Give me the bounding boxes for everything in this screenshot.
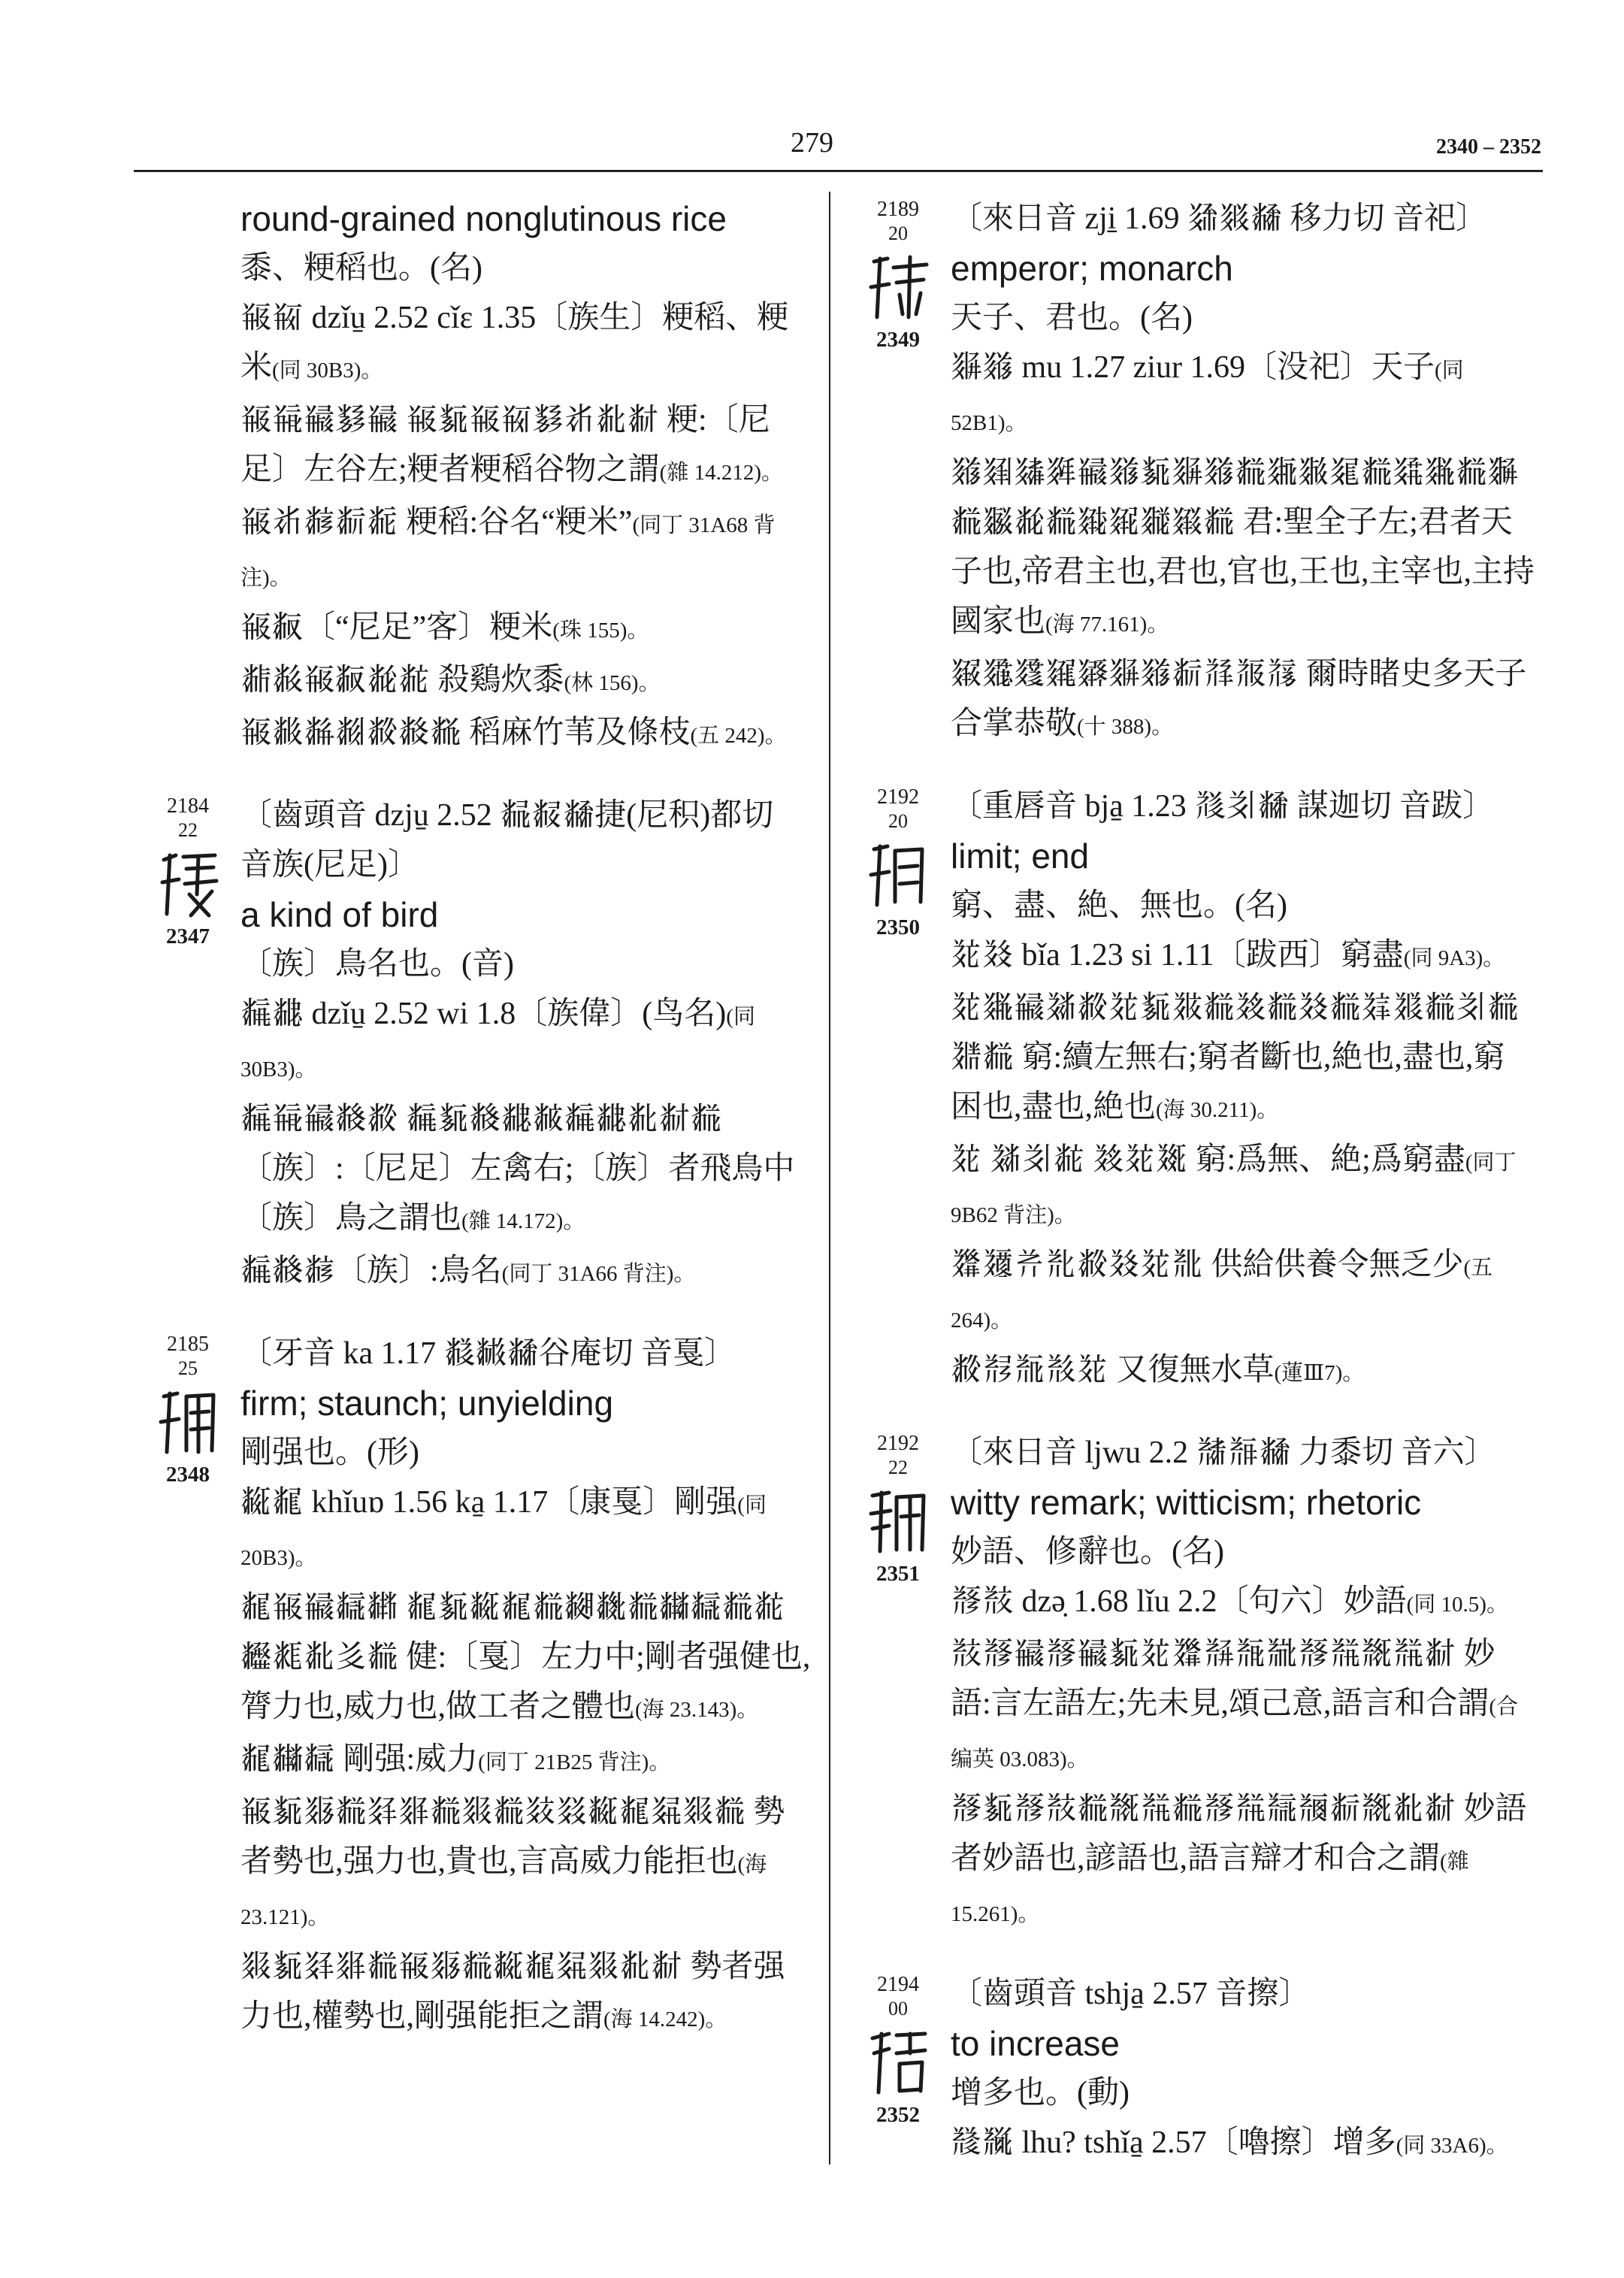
- entry-head: 〔重唇音 bja̠ 1.23 𘃌𘃍𘂙 謀迦切 音跋〕: [951, 789, 1495, 824]
- entry-gutter: [860, 197, 936, 353]
- entry-line: [240, 989, 812, 1094]
- entry-line: [951, 1345, 1535, 1398]
- line-note: (同丁 9B62 背注)。: [951, 1151, 1517, 1227]
- entry-definition: 剛强也。(形): [240, 1435, 419, 1470]
- line-text: 𘂀𘂂𘂃𘂄𘂃 𘂀𘂅𘂀𘂁𘂄𘂆𘂇𘂈 粳:〔尼足〕左谷左;粳者粳稻谷物之謂: [240, 403, 770, 487]
- entry-id: 2194: [877, 1973, 919, 1996]
- line-note: (同 30B3)。: [272, 358, 383, 383]
- entry-definition: 天子、君也。(名): [951, 301, 1193, 335]
- entry-range: 2340 – 2352: [1436, 135, 1541, 159]
- line-text: 𘂀𘂅𘂫𘂞𘂬𘂭𘂞𘂮𘂞𘂯𘂰𘂡𘂢𘂱𘂮𘂞 勢者勢也,强力也,貴也,言高威力能拒也: [240, 1795, 785, 1879]
- entry-line: [240, 655, 812, 708]
- line-text: 𘂍𘂎𘂀𘂌𘂏𘂐 殺鷄炊黍: [240, 663, 564, 697]
- line-text: 𘂀𘂁 dzǐu̠ 2.52 cǐɛ 1.35〔族生〕粳稻、粳米: [240, 301, 789, 385]
- line-text: 𘃎𘂽𘂃𘃐𘂔𘃎𘂅𘃑𘂞𘃒𘂞𘃏𘂞𘃓𘃔𘂞𘃍𘂞𘃕𘂞 窮:續左無右;窮者斷也,絶也,盡也,窮困也,盡也,絶也: [951, 991, 1520, 1124]
- entry-head: 〔牙音 ka 1.17 𘂟𘂠𘂙谷庵切 音戛〕: [240, 1336, 736, 1371]
- line-text: 𘂡𘂢 khǐuɒ 1.56 ka̠ 1.17〔康戛〕剛强: [240, 1485, 738, 1520]
- entry-head: 〔來日音 zji̠ 1.69 𘂲𘂳𘂙 移力切 音祀〕: [951, 201, 1487, 236]
- entry-line: [240, 708, 812, 761]
- entry-2349: [860, 194, 1535, 752]
- line-note: (海 23.143)。: [635, 1698, 759, 1722]
- line-text: 𘂢𘂀𘂃𘂣𘂤 𘂢𘂅𘂡𘂢𘂞𘂥𘂦𘂞𘂧𘂣𘂞𘂐𘂨𘂩𘂇𘂪𘂞 健:〔戛〕左力中;剛者强健也,膂力也,威力也,做工者之體也: [240, 1590, 811, 1724]
- entry-gutter: [860, 785, 936, 941]
- line-text: 𘂴𘂵 mu 1.27 ziur 1.69〔没祀〕天子: [951, 350, 1435, 385]
- entry-english: round-grained nonglutinous rice: [240, 199, 727, 238]
- line-text: 𘃪𘃫 lhu? tshǐa̠ 2.57〔嚕擦〕增多: [951, 2125, 1396, 2160]
- entry-id: 2192: [877, 785, 919, 809]
- entry-gutter: [150, 794, 225, 950]
- right-column: [860, 194, 1535, 2171]
- tangut-glyph-icon: [156, 1387, 219, 1457]
- line-text: 𘂚𘂜𘂉〔族〕:鳥名: [240, 1254, 502, 1288]
- entry-line: [240, 498, 812, 603]
- entry-line: [240, 293, 812, 395]
- entry-2352: [860, 1969, 1535, 2171]
- left-column: [150, 194, 812, 2044]
- line-text: 𘂢𘂧𘂣 剛强:威力: [240, 1742, 479, 1777]
- entry-definition: 增多也。(動): [951, 2076, 1130, 2110]
- entry-number: 2348: [166, 1463, 210, 1487]
- line-note: (五 264)。: [951, 1256, 1493, 1333]
- entry-line: [240, 1094, 812, 1246]
- entry-line: [951, 448, 1535, 649]
- entry-2348: [150, 1329, 812, 2044]
- page-number: 279: [791, 127, 833, 159]
- entry-number: 2347: [166, 924, 210, 948]
- entry-line: [240, 603, 812, 655]
- line-text: 𘂮𘂅𘂬𘂭𘂞𘂀𘂫𘂞𘂡𘂢𘂱𘂮𘂇𘂈 勢者强力也,權勢也,剛强能拒之謂: [240, 1950, 785, 2034]
- entry-english: to increase: [951, 2024, 1120, 2063]
- entry-id: 2192: [877, 1432, 919, 1455]
- entry-line: [951, 649, 1535, 752]
- entry-english: limit; end: [951, 836, 1090, 876]
- entry-line: [951, 1784, 1535, 1939]
- entry-number: 2351: [876, 1562, 920, 1586]
- entry-id: 2189: [877, 198, 919, 221]
- tangut-glyph-icon: [866, 1487, 930, 1556]
- line-text: 𘂚𘂛 dzǐu̠ 2.52 wi 1.8〔族偉〕(鸟名): [240, 997, 727, 1031]
- entry-head: 〔齒頭音 tshja̠ 2.57 音擦〕: [951, 1977, 1311, 2011]
- tangut-glyph-icon: [866, 2028, 930, 2097]
- entry-stroke-count: 00: [888, 1998, 908, 2019]
- entry-line: [951, 983, 1535, 1135]
- entry-id: 2185: [167, 1333, 209, 1356]
- line-text: 𘂔𘃜𘃝𘃞𘃎 又復無水草: [951, 1353, 1275, 1387]
- entry-line: [951, 1577, 1535, 1629]
- entry-gutter: [860, 1972, 936, 2128]
- line-note: (海 30.211)。: [1156, 1098, 1279, 1122]
- line-note: (海 14.242)。: [603, 2007, 727, 2031]
- tangut-glyph-icon: [866, 840, 930, 909]
- entry-head: 〔齒頭音 dzju̠ 2.52 𘂗𘂘𘂙捷(尼积)都切 音族(尼足)〕: [240, 798, 774, 882]
- line-note: (同 9A3)。: [1403, 946, 1505, 970]
- tangut-glyph-icon: [866, 253, 930, 322]
- line-note: (合编英 03.083)。: [951, 1695, 1519, 1771]
- line-note: (同丁 31A68 背注)。: [240, 513, 776, 590]
- entry-definition: 黍、粳稻也。(名): [240, 251, 482, 286]
- entry-line: [240, 1735, 812, 1787]
- entry-english: firm; staunch; unyielding: [240, 1384, 614, 1423]
- entry-line: [951, 1135, 1535, 1240]
- line-note: (同丁 31A66 背注)。: [501, 1262, 696, 1286]
- line-text: 𘃢𘃡𘂃𘃡𘂃𘂅𘃎𘃗𘃣𘃤𘃥𘃡𘃦𘃧𘃦𘂈 妙語:言左語左;先未見,頌己意,語言和合謂: [951, 1637, 1495, 1721]
- entry-2350: [860, 782, 1535, 1398]
- line-text: 𘂚𘂂𘂃𘂜𘂔 𘂚𘂅𘂜𘂛𘂝𘂚𘂛𘂇𘂈𘂞〔族〕:〔尼足〕左禽右;〔族〕者飛鳥中〔族〕鳥之謂也: [240, 1102, 795, 1236]
- line-text: 𘂀𘂌〔“尼足”客〕粳米: [240, 610, 553, 645]
- entry-stroke-count: 20: [888, 810, 908, 832]
- entry-line: [951, 930, 1535, 983]
- header-rule: [134, 170, 1543, 172]
- line-note: (海 77.161)。: [1045, 613, 1169, 637]
- entry-number: 2350: [876, 915, 920, 939]
- entry-2347: [150, 791, 812, 1299]
- entry-number: 2352: [876, 2103, 920, 2127]
- entry-line: [240, 395, 812, 498]
- entry-line: [951, 343, 1535, 448]
- entry-gutter: [860, 1431, 936, 1587]
- line-note: (雜 14.172)。: [461, 1209, 585, 1233]
- line-text: 𘃎𘃏 bǐa 1.23 si 1.11〔跋西〕窮盡: [951, 938, 1404, 973]
- line-note: (雜 15.261)。: [951, 1850, 1469, 1926]
- entry-stroke-count: 20: [888, 222, 908, 244]
- line-text: 𘃄𘃅𘃆𘃇𘃈𘂴𘂵𘂊𘃉𘃊𘃋 爾時睹史多天子合掌恭敬: [951, 657, 1527, 741]
- entry-stroke-count: 25: [178, 1357, 198, 1379]
- line-note: (同 33A6)。: [1396, 2134, 1508, 2158]
- line-note: (同 20B3)。: [240, 1493, 767, 1570]
- entry-line: [240, 1787, 812, 1942]
- entry-line: [951, 1629, 1535, 1784]
- entry-2351: [860, 1428, 1535, 1939]
- entry-number: 2349: [876, 328, 920, 352]
- entry-english: a kind of bird: [240, 895, 439, 934]
- entry-line: [951, 2118, 1535, 2171]
- line-text: 𘃗𘃘𘃙𘃚𘂔𘃏𘃎𘃛 供給供養令無乏少: [951, 1248, 1464, 1282]
- line-text: 𘃎 𘃐𘃍𘂐 𘃒𘃎𘃖 窮:爲無、絶;爲窮盡: [951, 1142, 1465, 1177]
- entry-definition: 〔族〕鳥名也。(音): [240, 947, 514, 982]
- entry-continuation: [150, 194, 812, 761]
- entry-english: emperor; monarch: [951, 249, 1233, 288]
- line-note: (五 242)。: [690, 724, 787, 748]
- line-text: 𘃡𘂅𘃡𘃢𘂞𘃧𘃦𘂞𘃡𘃦𘃨𘃩𘂊𘃧𘂇𘂈 妙語者妙語也,諺語也,語言辯才和合之謂: [951, 1792, 1527, 1876]
- line-note: (同 30B3)。: [240, 1005, 755, 1082]
- line-note: (雜 14.212)。: [659, 461, 783, 485]
- line-note: (蓮Ⅲ7)。: [1274, 1361, 1365, 1385]
- entry-line: [951, 1240, 1535, 1345]
- line-note: (十 388)。: [1077, 715, 1174, 739]
- tangut-glyph-icon: [156, 849, 219, 918]
- entry-head: 〔來日音 ljwu 2.2 𘃟𘃠𘂙 力黍切 音六〕: [951, 1435, 1496, 1470]
- line-note: (珠 155)。: [552, 619, 649, 643]
- line-text: 𘂵𘂶𘂷𘂸𘂃𘂵𘂅𘂴𘂵𘂞𘂹𘂺𘂻𘂞𘂼𘂽𘂞𘂾𘂞𘂿𘂏𘂞𘃀𘃁𘃂𘃃𘂞 君:聖全子左;君者天子也,帝君主也,君也,官也,王也,主宰也,主持國家也: [951, 455, 1535, 639]
- entry-id: 2184: [167, 794, 209, 818]
- entry-line: [240, 1942, 812, 2044]
- entry-gutter: [150, 1332, 225, 1488]
- entry-line: [240, 1583, 812, 1735]
- entry-line: [240, 1246, 812, 1299]
- line-note: (同丁 21B25 背注)。: [478, 1750, 671, 1774]
- line-text: 𘂀𘂑𘂒𘂓𘂔𘂕𘂖 稻麻竹苇及條枝: [240, 715, 691, 750]
- entry-definition: 窮、盡、絶、無也。(名): [951, 888, 1287, 923]
- line-note: (同 52B1)。: [951, 358, 1464, 435]
- line-text: 𘂀𘂆𘂉𘂊𘂋 粳稻:谷名“粳米”: [240, 505, 633, 540]
- entry-stroke-count: 22: [888, 1457, 908, 1478]
- line-note: (林 156)。: [564, 671, 661, 695]
- entry-english: witty remark; witticism; rhetoric: [951, 1483, 1422, 1522]
- column-divider: [829, 192, 830, 2165]
- entry-line: [240, 1478, 812, 1583]
- entry-stroke-count: 22: [178, 819, 198, 841]
- line-note: (海 23.121)。: [240, 1853, 767, 1929]
- line-text: 𘃡𘃢 dzə̣ 1.68 lǐu 2.2〔句六〕妙語: [951, 1584, 1407, 1619]
- line-note: (同 10.5)。: [1406, 1593, 1508, 1617]
- entry-definition: 妙語、修辭也。(名): [951, 1535, 1224, 1569]
